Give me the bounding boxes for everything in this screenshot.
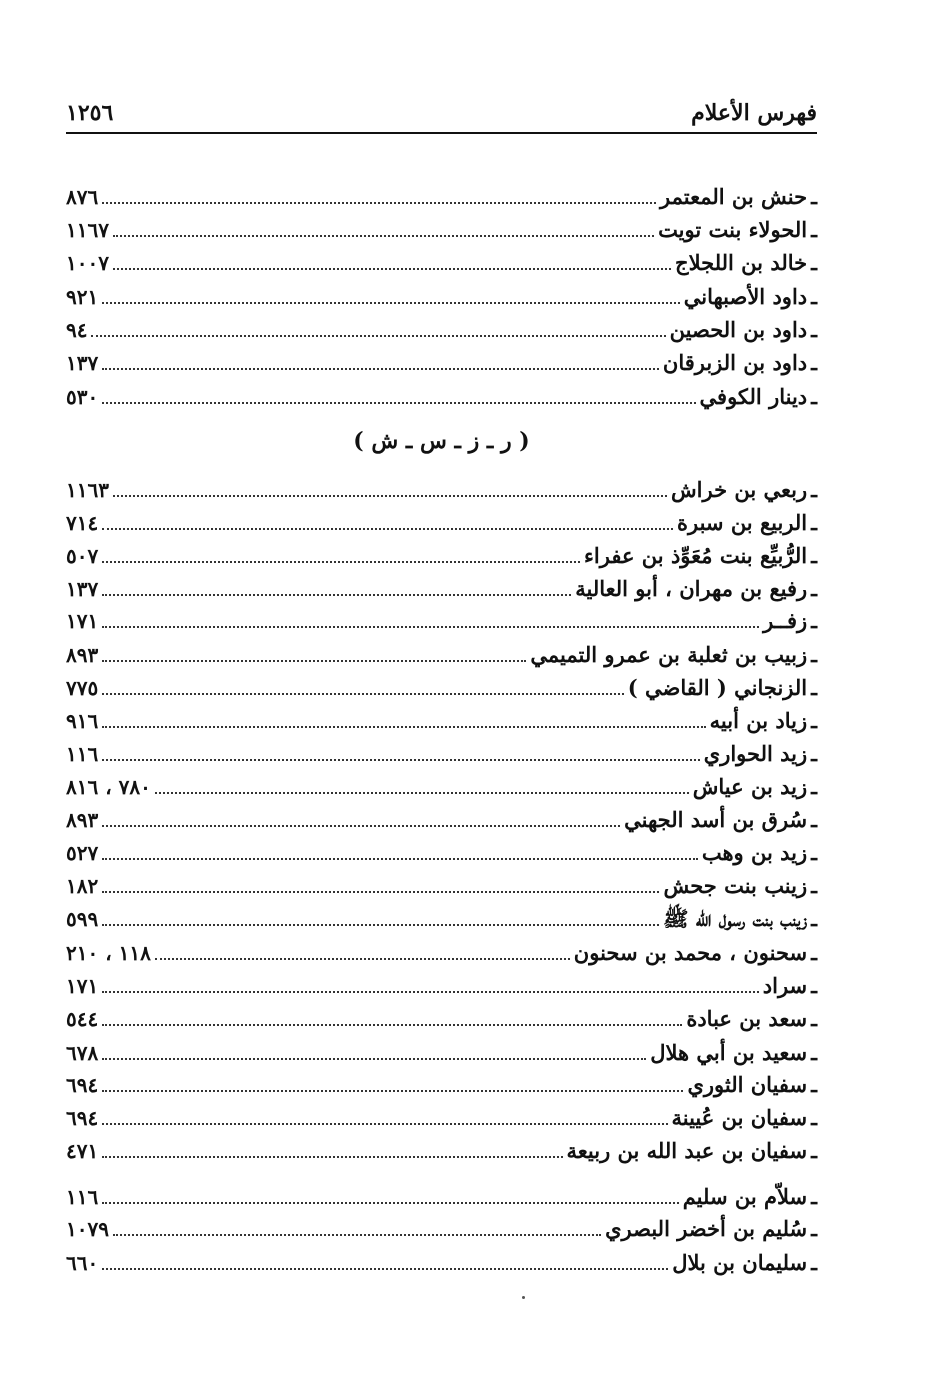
dot-leader <box>102 1088 683 1092</box>
dot-leader <box>102 300 680 304</box>
entry-pages: ١٠٠٧ <box>66 251 109 275</box>
entry-name: سُرق بن أسد الجهني <box>624 807 808 832</box>
entry-pages: ١٠٧٩ <box>66 1217 109 1241</box>
entry-dash: ـ <box>811 285 817 309</box>
entry-dash: ـ <box>811 974 817 998</box>
page-speck <box>522 1296 525 1299</box>
entry-pages: ٨٩٣ <box>66 643 99 667</box>
entry-pages: ١١٦٧ <box>66 218 109 242</box>
entry-pages: ٥٤٤ <box>66 1007 99 1031</box>
entry-pages: ١٣٧ <box>66 351 99 375</box>
entry-dash: ـ <box>811 318 817 342</box>
dot-leader <box>102 200 656 204</box>
entry-pages: ٨٧٦ <box>66 185 99 209</box>
entry-name: سلاّم بن سليم <box>682 1184 808 1209</box>
entry-pages: ٦٦٠ <box>66 1251 99 1275</box>
index-entry <box>66 346 817 376</box>
entry-pages: ٥٢٧ <box>66 841 99 865</box>
entry-pages: ١٣٧ <box>66 577 99 601</box>
entry-name: زينب بنت رسول الله ﷺ <box>663 906 808 931</box>
index-entry <box>66 969 817 999</box>
index-entry <box>66 902 817 932</box>
entry-dash: ـ <box>811 478 817 502</box>
index-entry <box>66 704 817 734</box>
entry-pages: ١٨٢ <box>66 874 99 898</box>
dot-leader <box>102 366 659 370</box>
entry-pages: ٩٤ <box>66 318 88 342</box>
entry-dash: ـ <box>811 775 817 799</box>
index-entries <box>66 0 817 1376</box>
entry-name: الزنجاني ( القاضي ) <box>627 675 808 700</box>
index-entry <box>66 869 817 899</box>
index-entry <box>66 671 817 701</box>
entry-dash: ـ <box>811 1217 817 1241</box>
index-entry <box>66 1068 817 1098</box>
dot-leader <box>113 233 654 237</box>
entry-pages: ٨٩٣ <box>66 808 99 832</box>
entry-pages: ٦٩٤ <box>66 1073 99 1097</box>
dot-leader <box>102 856 698 860</box>
entry-name: زيد بن وهب <box>701 840 808 865</box>
entry-name: الربيع بن سبرة <box>676 510 808 535</box>
dot-leader <box>113 1232 601 1236</box>
entry-pages: ٧٧٥ <box>66 676 99 700</box>
entry-dash: ـ <box>811 1041 817 1065</box>
entry-name: رفيع بن مهران ، أبو العالية <box>575 576 808 601</box>
entry-name: سعد بن عبادة <box>686 1006 808 1031</box>
entry-pages: ٩١٦ <box>66 709 99 733</box>
index-entry <box>66 1101 817 1131</box>
dot-leader <box>102 1266 668 1270</box>
entry-name: زياد بن أبيه <box>709 708 808 733</box>
index-entry <box>66 1246 817 1276</box>
index-entry <box>66 1002 817 1032</box>
entry-name: سليمان بن بلال <box>672 1250 808 1275</box>
dot-leader <box>102 1022 682 1026</box>
dot-leader <box>113 266 671 270</box>
entry-dash: ـ <box>811 544 817 568</box>
index-entry <box>66 1212 817 1242</box>
entry-name: زبيب بن ثعلبة بن عمرو التميمي <box>530 642 808 667</box>
dot-leader <box>102 691 624 695</box>
index-entry <box>66 1180 817 1210</box>
entry-name: داود بن الزبرقان <box>662 350 808 375</box>
entry-name: سفيان بن عُيينة <box>671 1105 808 1130</box>
entry-pages: ٧٨٠ ، ٨١٦ <box>66 775 151 799</box>
dot-leader <box>155 790 689 794</box>
dot-leader <box>102 1121 667 1125</box>
index-entry <box>66 539 817 569</box>
entry-pages: ٦٧٨ <box>66 1041 99 1065</box>
entry-pages: ٦٩٤ <box>66 1106 99 1130</box>
entry-pages: ١١٨ ، ٢١٠ <box>66 941 151 965</box>
index-entry <box>66 280 817 310</box>
dot-leader <box>102 922 659 926</box>
entry-name: ربعي بن خراش <box>671 477 808 502</box>
entry-dash: ـ <box>811 907 817 931</box>
entry-dash: ـ <box>811 1251 817 1275</box>
entry-dash: ـ <box>811 609 817 633</box>
entry-name: سعيد بن أبي هلال <box>650 1040 808 1065</box>
entry-name: خالد بن اللجلاج <box>675 250 808 275</box>
entry-pages: ١١٦٣ <box>66 478 109 502</box>
dot-leader <box>102 989 759 993</box>
entry-dash: ـ <box>811 874 817 898</box>
index-entry <box>66 213 817 243</box>
entry-dash: ـ <box>811 1073 817 1097</box>
dot-leader <box>113 493 667 497</box>
index-entry <box>66 506 817 536</box>
entry-name: زينب بنت جحش <box>663 873 808 898</box>
index-entry <box>66 313 817 343</box>
index-entry <box>66 770 817 800</box>
entry-pages: ١٧١ <box>66 974 99 998</box>
index-entry <box>66 737 817 767</box>
page-number: ١٢٥٦ <box>66 100 114 126</box>
dot-leader <box>102 724 705 728</box>
dot-leader <box>102 1154 562 1158</box>
entry-name: زيد الحواري <box>703 741 808 766</box>
entry-name: سفيان الثوري <box>687 1072 808 1097</box>
index-entry <box>66 380 817 410</box>
entry-name: سُليم بن أخضر البصري <box>605 1216 808 1241</box>
entry-dash: ـ <box>811 385 817 409</box>
entry-dash: ـ <box>811 577 817 601</box>
entry-name: داود الأصبهاني <box>683 284 808 309</box>
entry-name: الرُّبيِّع بنت مُعَوِّذ بن عفراء <box>584 543 808 568</box>
entry-name: سفيان بن عبد الله بن ربيعة <box>566 1138 808 1163</box>
entry-dash: ـ <box>811 1185 817 1209</box>
index-entry <box>66 180 817 210</box>
entry-dash: ـ <box>811 841 817 865</box>
entry-dash: ـ <box>811 1007 817 1031</box>
entry-dash: ـ <box>811 351 817 375</box>
entry-pages: ٥٠٧ <box>66 544 99 568</box>
dot-leader <box>91 333 665 337</box>
entry-name: زيد بن عياش <box>692 774 808 799</box>
index-entry <box>66 604 817 634</box>
index-entry <box>66 836 817 866</box>
entry-dash: ـ <box>811 676 817 700</box>
entry-dash: ـ <box>811 511 817 535</box>
entry-pages: ٥٣٠ <box>66 385 99 409</box>
entry-name: حنش بن المعتمر <box>660 184 808 209</box>
dot-leader <box>155 956 570 960</box>
entry-name: سراد <box>762 973 808 998</box>
entry-dash: ـ <box>811 1106 817 1130</box>
dot-leader <box>102 400 695 404</box>
index-entry <box>66 246 817 276</box>
dot-leader <box>102 624 759 628</box>
entry-name: دينار الكوفي <box>699 384 808 409</box>
entry-name: الحولاء بنت تويت <box>658 217 808 242</box>
entry-pages: ٥٩٩ <box>66 907 99 931</box>
section-heading: ( ر ـ ز ـ س ـ ش ) <box>353 428 530 454</box>
entry-pages: ٩٢١ <box>66 285 99 309</box>
dot-leader <box>102 526 673 530</box>
index-entry <box>66 473 817 503</box>
index-entry <box>66 1036 817 1066</box>
entry-dash: ـ <box>811 1139 817 1163</box>
entry-dash: ـ <box>811 218 817 242</box>
index-entry <box>66 638 817 668</box>
dot-leader <box>102 823 620 827</box>
index-entry <box>66 1134 817 1164</box>
dot-leader <box>102 1200 678 1204</box>
index-entry <box>66 572 817 602</box>
entry-pages: ٤٧١ <box>66 1139 99 1163</box>
entry-dash: ـ <box>811 251 817 275</box>
entry-name: زفــر <box>763 608 808 633</box>
entry-dash: ـ <box>811 742 817 766</box>
entry-dash: ـ <box>811 185 817 209</box>
index-entry <box>66 803 817 833</box>
entry-dash: ـ <box>811 643 817 667</box>
index-entry <box>66 936 817 966</box>
header-title: فهرس الأعلام <box>691 100 817 126</box>
entry-dash: ـ <box>811 808 817 832</box>
entry-pages: ٧١٤ <box>66 511 99 535</box>
entry-name: سحنون ، محمد بن سحنون <box>573 940 808 965</box>
dot-leader <box>102 559 580 563</box>
dot-leader <box>102 757 700 761</box>
entry-dash: ـ <box>811 709 817 733</box>
entry-pages: ١١٦ <box>66 742 99 766</box>
entry-pages: ١١٦ <box>66 1185 99 1209</box>
dot-leader <box>102 889 659 893</box>
dot-leader <box>102 658 526 662</box>
dot-leader <box>102 1056 646 1060</box>
entry-dash: ـ <box>811 941 817 965</box>
entry-pages: ١٧١ <box>66 609 99 633</box>
dot-leader <box>102 592 571 596</box>
entry-name: داود بن الحصين <box>669 317 808 342</box>
